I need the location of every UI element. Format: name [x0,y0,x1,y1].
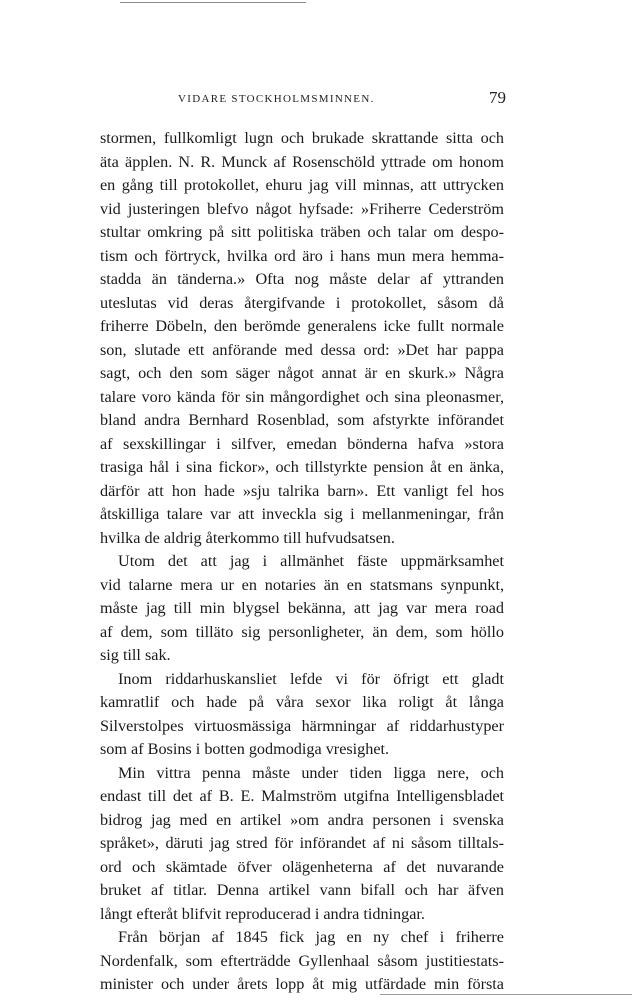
text-line: vid justeringen blefvo något hyfsade: »Friherre Cederström [100,199,504,218]
text-line: därför att hon hade »sju talrika barn». Ett vanligt fel hos [100,481,504,500]
text-line: äta äpplen. N. R. Munck af Rosenschöld yttrade om honom [100,152,504,171]
text-line: Nordenfalk, som efterträdde Gyllenhaal såsom justitiestats- [100,951,504,970]
text-line: hvilka de aldrig återkommo till hufvudsatsen. [100,528,395,547]
text-line: stultar omkring på sitt politiska träben och talar om despo- [100,223,504,241]
text-line: stormen, fullkomligt lugn och brukade skrattande sitta och [100,129,504,147]
text-line: uteslutas vid deras återgifvande i protokollet, såsom då [100,293,504,312]
text-line: bland andra Bernhard Rosenblad, som afstyrkte införandet [100,411,504,429]
text-line: son, slutade ett anförande med dessa ord: »Det har pappa [100,340,504,359]
text-line: bidrog jag med en artikel »om andra personen i svenska [100,810,504,829]
text-line: en gång till protokollet, ehuru jag vill minnas, att uttrycken [100,176,504,194]
text-line: måste jag till min blygsel bekänna, att jag var mera road [100,599,504,617]
text-line: tism och förtryck, hvilka ord äro i hans mun mera hemma- [100,246,504,265]
text-line: talare voro kända för sin mångordighet och sina pleonasmer, [100,387,504,406]
text-line: Inom riddarhuskansliet lefde vi för öfrigt ett gladt [118,669,504,688]
body-text [100,127,504,997]
page-header [100,88,506,114]
text-line: af dem, som tilläto sig personligheter, än dem, som höllo [100,622,504,641]
text-line: kamratlif och hade på våra sexor lika roligt åt långa [100,693,504,711]
page-number: 79 [489,88,506,107]
text-line: som af Bosins i botten godmodiga vresighet. [100,740,390,758]
text-line: vid talarne mera ur en notaries än en statsmans synpunkt, [100,575,504,594]
text-line: Silverstolpes virtuosmässiga härmningar af riddarhustyper [100,716,504,735]
text-line: långt efteråt blifvit reproducerad i andra tidningar. [100,904,425,923]
bottom-edge-rule [380,994,632,995]
text-line: af sexskillingar i silfver, emedan bönderna hafva »stora [100,434,504,453]
text-line: Utom det att jag i allmänhet fäste uppmärksamhet [118,552,504,570]
text-line: minister och under årets lopp åt mig utfärdade min första [100,975,504,993]
text-line: stadda än tänderna.» Ofta nog måste delar af yttranden [100,270,504,288]
text-line: Från början af 1845 fick jag en ny chef i friherre [118,928,504,946]
top-edge-rule [120,2,306,3]
text-line: endast till det af B. E. Malmström utgifna Intelligensbladet [100,787,504,805]
text-line: trasiga hål i sina fickor», och tillstyrkte pension åt en änka, [100,458,504,476]
text-line: bruket af titlar. Denna artikel vann bifall och har äfven [100,881,504,899]
text-line: sagt, och den som säger något annat är en skurk.» Några [100,364,504,382]
text-line: ord och skämtade öfver olägenheterna af det nuvarande [100,857,504,876]
running-title: VIDARE STOCKHOLMSMINNEN. [178,93,375,105]
text-line: åtskilliga talare var att inveckla sig i mellanmeningar, från [100,505,504,523]
text-line: sig till sak. [100,646,171,664]
text-line: språket», däruti jag stred för införandet af ni såsom tilltals- [100,834,504,852]
text-line: friherre Döbeln, den berömde generalens icke fullt normale [100,317,504,335]
text-line: Min vittra penna måste under tiden ligga nere, och [118,763,504,782]
